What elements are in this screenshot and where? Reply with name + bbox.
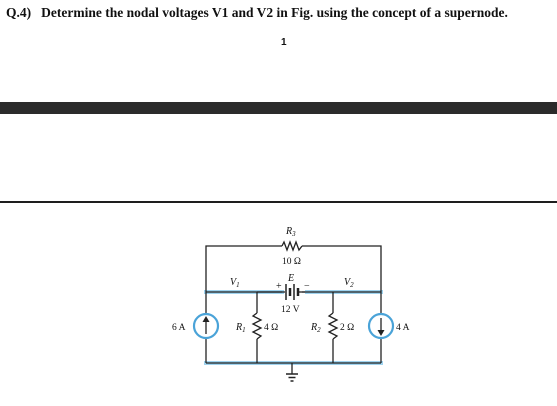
r2-value: 2 Ω [340,323,355,333]
current-source-6a-label: 6 A [172,323,186,333]
r1-resistor [253,313,261,339]
r2-resistor [329,313,337,339]
source-plus-sign: + [276,281,282,292]
r1-value: 4 Ω [264,323,279,333]
page-number: 1 [281,37,287,48]
current-source-4a-label: 4 A [396,323,410,333]
question-number: Q.4) [6,5,32,20]
source-e-label: E [288,273,295,284]
source-minus-sign: − [304,281,310,292]
node-v2-label: $V_2$ [344,277,354,289]
current-source-6a [194,314,218,338]
current-source-4a [369,314,393,338]
r1-label: $R_1$ [236,322,246,334]
node-v1-label: $V_1$ [230,277,240,289]
source-e-value: 12 V [281,305,300,315]
r3-value: 10 Ω [282,257,301,267]
r2-label: $R_2$ [311,322,321,334]
r3-label: $R_3$ [286,226,296,238]
r3-resistor [282,242,302,250]
question-body: Determine the nodal voltages V1 and V2 in Fig. using the concept of a supernode. [41,5,508,20]
voltage-source-e [282,284,305,300]
ground-icon [286,374,298,381]
